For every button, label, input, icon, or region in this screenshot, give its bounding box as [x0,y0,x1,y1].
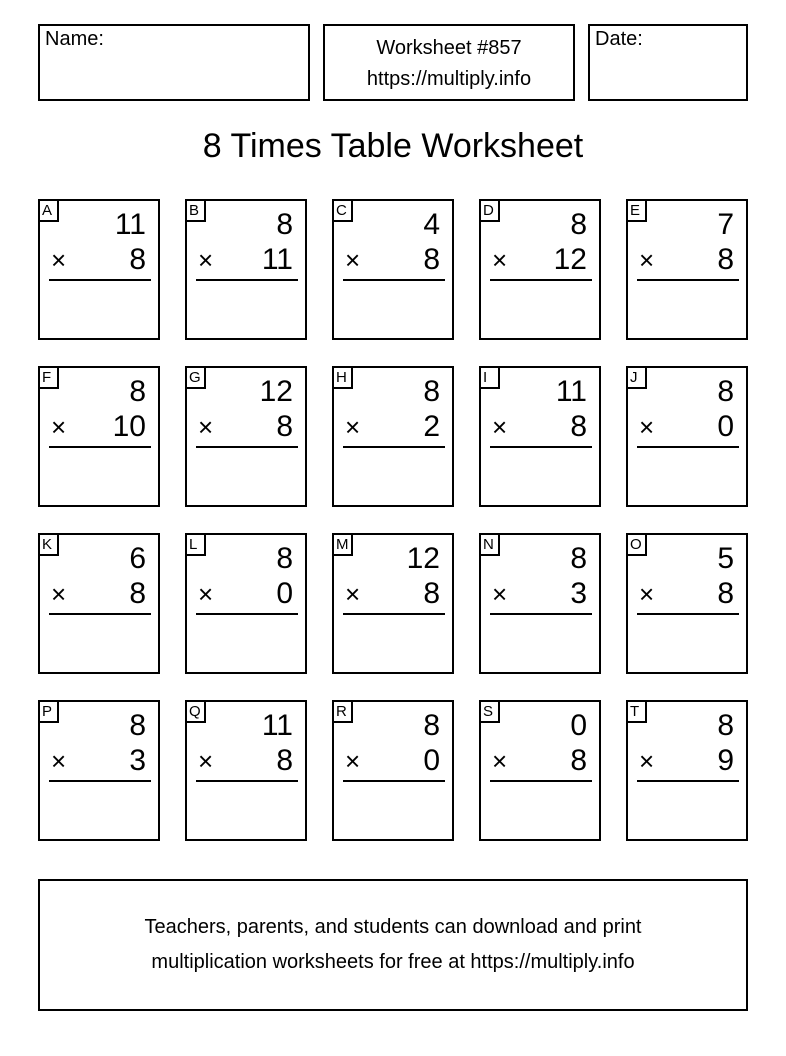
problem-letter: F [38,366,59,389]
times-sign: × [198,579,214,609]
multiplier: 8 [276,410,293,443]
multiplicand: 8 [570,208,587,241]
answer-line [49,613,151,615]
times-sign: × [198,412,214,442]
answer-line [196,613,298,615]
problem-letter: O [626,533,647,556]
answer-line [196,279,298,281]
problem-box [38,199,160,340]
multiplicand: 8 [570,542,587,575]
multiplicand: 7 [717,208,734,241]
problem-box [38,533,160,674]
multiplier: 8 [423,243,440,276]
page-title: 8 Times Table Worksheet [202,127,584,165]
answer-line [49,780,151,782]
problem-letter: E [626,199,647,222]
multiplicand: 8 [276,542,293,575]
problem-box [626,533,748,674]
problem-letter: H [332,366,353,389]
answer-line [49,446,151,448]
times-sign: × [345,579,361,609]
problem-letter: B [185,199,206,222]
multiplier: 8 [570,410,587,443]
problem-box [185,199,307,340]
multiplier: 0 [423,744,440,777]
problem-letter: G [185,366,206,389]
problem-letter: P [38,700,59,723]
problem-box [479,199,601,340]
name-field-box [38,24,310,101]
multiplicand: 8 [717,709,734,742]
worksheet-info-box [323,24,575,101]
problem-box [626,199,748,340]
answer-line [637,279,739,281]
problem-box [185,533,307,674]
footer-box [38,879,748,1011]
problem-box [479,366,601,507]
worksheet-url: https://multiply.info [366,68,532,90]
multiplier: 8 [570,744,587,777]
times-sign: × [492,245,508,275]
problem-letter: M [332,533,353,556]
answer-line [196,780,298,782]
problem-letter: Q [185,700,206,723]
name-label: Name: [45,28,104,50]
multiplicand: 8 [717,375,734,408]
problem-letter: D [479,199,500,222]
multiplicand: 5 [717,542,734,575]
times-sign: × [51,746,67,776]
multiplicand: 12 [259,375,293,408]
times-sign: × [51,579,67,609]
multiplicand: 11 [555,375,587,408]
problem-letter: S [479,700,500,723]
multiplicand: 6 [129,542,146,575]
problem-letter: I [479,366,500,389]
answer-line [637,446,739,448]
multiplier: 8 [717,243,734,276]
problem-letter: T [626,700,647,723]
times-sign: × [639,579,655,609]
times-sign: × [639,746,655,776]
multiplier: 8 [717,577,734,610]
multiplicand: 0 [570,709,587,742]
answer-line [490,780,592,782]
problem-box [38,700,160,841]
answer-line [490,613,592,615]
problem-box [479,700,601,841]
answer-line [490,446,592,448]
answer-line [196,446,298,448]
problem-letter: K [38,533,59,556]
date-field-box [588,24,748,101]
problem-box [185,366,307,507]
multiplier: 8 [276,744,293,777]
problem-box [626,700,748,841]
times-sign: × [51,245,67,275]
multiplicand: 8 [423,709,440,742]
multiplicand: 4 [423,208,440,241]
multiplier: 2 [423,410,440,443]
answer-line [343,780,445,782]
multiplicand: 11 [261,709,293,742]
times-sign: × [345,245,361,275]
answer-line [343,446,445,448]
problem-box [38,366,160,507]
problem-letter: A [38,199,59,222]
multiplicand: 8 [129,375,146,408]
problem-letter: C [332,199,353,222]
footer-line-1: Teachers, parents, and students can download and print [144,916,642,938]
multiplier: 0 [717,410,734,443]
times-sign: × [198,746,214,776]
problem-letter: N [479,533,500,556]
answer-line [343,279,445,281]
multiplicand: 12 [406,542,440,575]
multiplicand: 8 [423,375,440,408]
problem-box [332,533,454,674]
multiplicand: 11 [114,208,146,241]
times-sign: × [345,746,361,776]
multiplier: 11 [261,243,293,276]
multiplier: 9 [717,744,734,777]
problem-letter: J [626,366,647,389]
multiplicand: 8 [129,709,146,742]
multiplier: 8 [129,243,146,276]
times-sign: × [492,579,508,609]
date-label: Date: [595,28,643,50]
problem-box [479,533,601,674]
problem-box [185,700,307,841]
problem-box [332,700,454,841]
answer-line [637,780,739,782]
footer-line-2: multiplication worksheets for free at https://multiply.info [151,951,635,973]
times-sign: × [51,412,67,442]
multiplier: 8 [129,577,146,610]
problem-box [626,366,748,507]
multiplier: 0 [276,577,293,610]
problem-letter: R [332,700,353,723]
answer-line [637,613,739,615]
times-sign: × [639,412,655,442]
times-sign: × [492,746,508,776]
times-sign: × [492,412,508,442]
multiplicand: 8 [276,208,293,241]
times-sign: × [198,245,214,275]
multiplier: 3 [129,744,146,777]
multiplier: 12 [553,243,587,276]
answer-line [490,279,592,281]
multiplier: 3 [570,577,587,610]
times-sign: × [639,245,655,275]
multiplier: 10 [112,410,146,443]
problem-letter: L [185,533,206,556]
problem-box [332,366,454,507]
problem-box [332,199,454,340]
times-sign: × [345,412,361,442]
multiplier: 8 [423,577,440,610]
worksheet-number: Worksheet #857 [376,37,522,59]
answer-line [49,279,151,281]
answer-line [343,613,445,615]
